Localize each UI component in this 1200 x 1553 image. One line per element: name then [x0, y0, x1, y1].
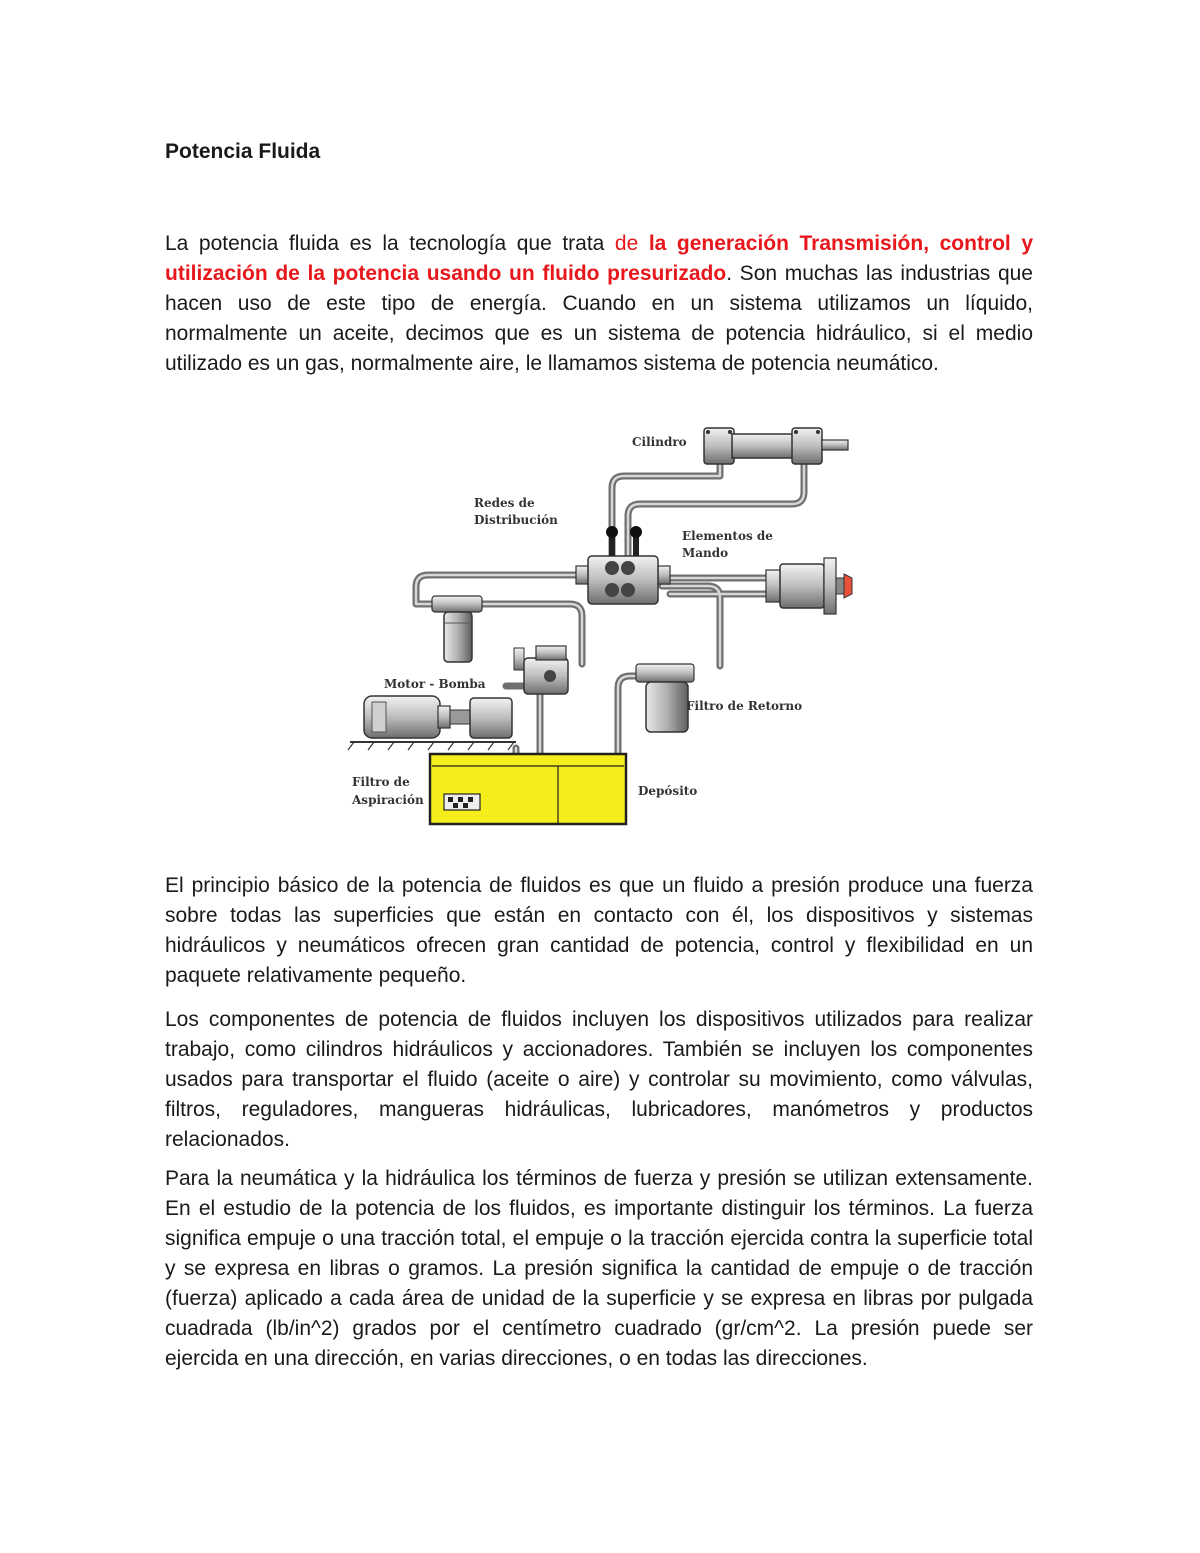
paragraph-fuerza-presion: Para la neumática y la hidráulica los términos de fuerza y presión se utilizan extensamente. En el estudio de la potencia de los fluidos, es importante distinguir los términos. La fuerza significa empuje o una tracción total, el empuje o la tracción ejercida contra la superficie total y se expresa en libras o gramos. La presión significa la cantidad de empuje o de tracción (fuerza) aplicado a cada área de unidad de la superficie y se expresa en libras por pulgada cuadrada (lb/in^2) grados por el centímetro cuadrado (gr/cm^2. La presión puede ser ejercida en una dirección, en varias direcciones, o en todas las direcciones.: [165, 1167, 1033, 1370]
hydraulic-motor-icon: [766, 558, 852, 614]
paragraph-principio: El principio básico de la potencia de fluidos es que un fluido a presión produce una fuerza sobre todas las superficies que están en contacto con él, los dispositivos y sistemas hidráulicos y neumáticos ofrecen gran cantidad de potencia, control y flexibilidad en un paquete relativamente pequeño.: [165, 874, 1033, 987]
cylinder-icon: [704, 428, 848, 464]
label-redes-1: Redes de: [474, 496, 535, 510]
return-filter-icon: [636, 664, 694, 732]
paragraph-componentes: Los componentes de potencia de fluidos incluyen los dispositivos utilizados para realizar trabajo, como cilindros hidráulicos y accionadores. También se incluyen los componentes usados para transportar el fluido (aceite o aire) y controlar su movimiento, como válvulas, filtros, reguladores, mangueras hidráulicas, lubricadores, manómetros y productos relacionados.: [165, 1008, 1033, 1151]
document-title: Potencia Fluida: [165, 140, 321, 163]
intro-highlight: la generación Transmisión, control y utilización de la potencia usando un fluido presurizado: [165, 232, 1034, 285]
label-motor-bomba: Motor - Bomba: [384, 677, 486, 691]
label-filtro-asp-2: Aspiración: [352, 793, 424, 807]
label-redes-2: Distribución: [474, 513, 558, 527]
label-filtro-retorno: Filtro de Retorno: [686, 699, 803, 713]
label-cilindro: Cilindro: [632, 435, 687, 449]
line-filter-icon: [432, 596, 482, 662]
intro-lead: La potencia fluida es la tecnología que trata: [165, 232, 615, 255]
label-elementos-1: Elementos de: [682, 529, 773, 543]
label-elementos-2: Mando: [682, 546, 729, 560]
label-deposito: Depósito: [638, 784, 698, 798]
intro-rest: . Son muchas las industrias que hacen uso de este tipo de energía. Cuando en un sistema utilizamos un líquido, normalmente un aceite, decimos que es un sistema de potencia hidráulico, si el medio utilizado es un gas, normalmente aire, le llamamos sistema de potencia neumático.: [165, 262, 1033, 375]
hydraulic-system-diagram: [340, 418, 860, 830]
intro-red-text: de: [614, 232, 649, 255]
intro-paragraph: [165, 229, 1033, 379]
motor-pump-icon: [348, 696, 516, 750]
label-filtro-asp-1: Filtro de: [352, 775, 410, 789]
control-valve-icon: [576, 526, 670, 604]
tank-icon: [430, 754, 626, 824]
